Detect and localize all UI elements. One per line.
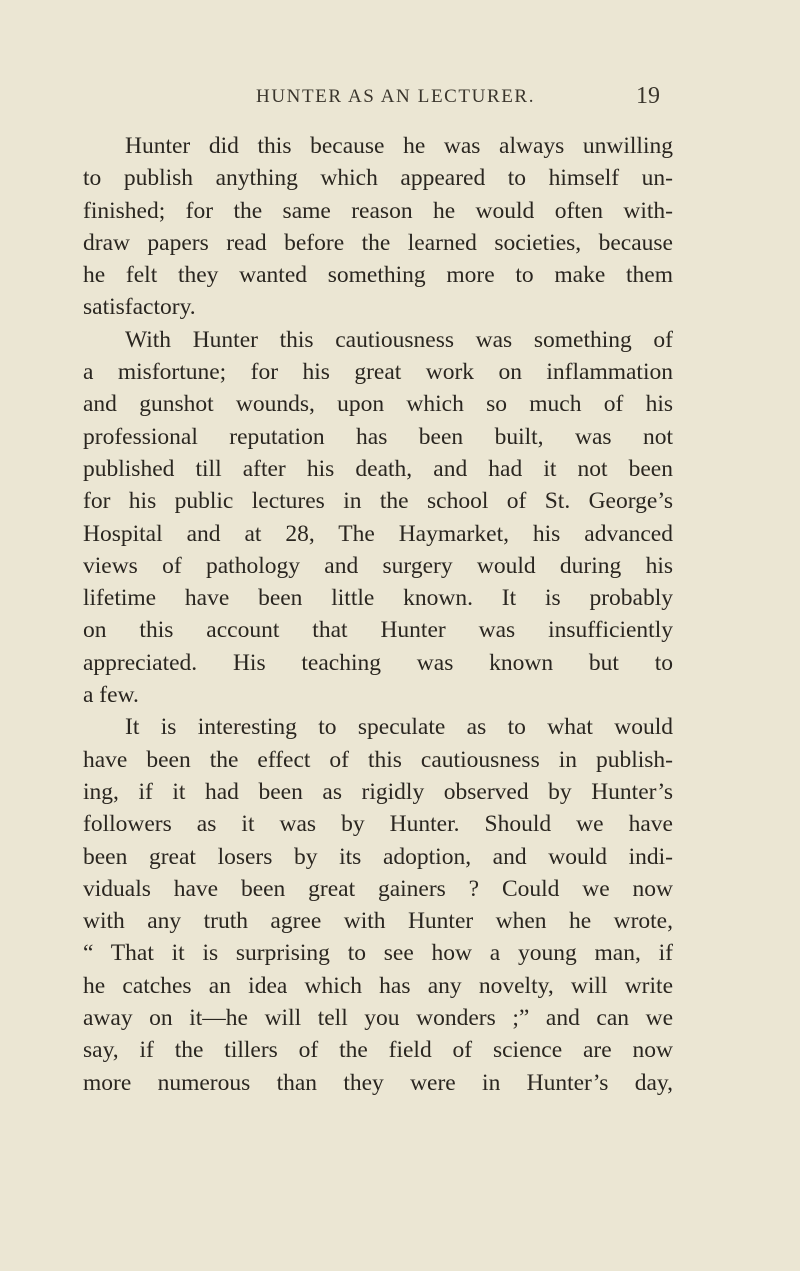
- text-line: It is interesting to speculate as to what would: [125, 714, 673, 741]
- text-line: Hunter did this because he was always unwilling: [125, 133, 673, 159]
- running-title: HUNTER AS AN LECTURER.: [256, 86, 536, 107]
- running-head: [0, 83, 800, 116]
- text-line: draw papers read before the learned societies, because: [83, 229, 673, 256]
- text-line: have been the effect of this cautiousness in publish-: [83, 746, 673, 773]
- text-line: viduals have been great gainers ? Could we now: [83, 875, 673, 902]
- text-line: “ That it is surprising to see how a young man, if: [83, 940, 673, 967]
- text-line: to publish anything which appeared to himself un-: [83, 165, 673, 192]
- text-line: professional reputation has been built, was not: [83, 423, 673, 450]
- text-line: appreciated. His teaching was known but to: [83, 649, 673, 676]
- text-line: views of pathology and surgery would during his: [83, 552, 673, 579]
- text-line: a misfortune; for his great work on inflammation: [83, 359, 673, 386]
- text-line: been great losers by its adoption, and would indi-: [83, 843, 673, 870]
- text-line: say, if the tillers of the field of science are now: [83, 1037, 673, 1064]
- text-line: With Hunter this cautiousness was something of: [125, 326, 673, 353]
- text-line: he catches an idea which has any novelty, will write: [83, 972, 673, 999]
- text-line: he felt they wanted something more to make them: [83, 262, 673, 289]
- text-line: with any truth agree with Hunter when he wrote,: [83, 908, 673, 935]
- text-line: finished; for the same reason he would often with-: [83, 197, 673, 224]
- text-line: followers as it was by Hunter. Should we have: [83, 811, 673, 838]
- text-line: on this account that Hunter was insufficiently: [83, 617, 673, 644]
- page-number: 19: [636, 83, 660, 109]
- text-line: more numerous than they were in Hunter’s day,: [83, 1069, 673, 1096]
- text-line: satisfactory.: [83, 294, 196, 321]
- text-line: ing, if it had been as rigidly observed by Hunter’s: [83, 778, 673, 805]
- text-line: Hospital and at 28, The Haymarket, his advanced: [83, 520, 673, 547]
- text-line: published till after his death, and had it not been: [83, 455, 673, 482]
- text-line: a few.: [83, 682, 139, 709]
- text-line: lifetime have been little known. It is probably: [83, 585, 673, 612]
- text-line: and gunshot wounds, upon which so much of his: [83, 391, 673, 418]
- text-line: for his public lectures in the school of St. George’s: [83, 488, 673, 515]
- text-line: away on it—he will tell you wonders ;” and can we: [83, 1005, 673, 1032]
- body-text: [83, 130, 673, 1099]
